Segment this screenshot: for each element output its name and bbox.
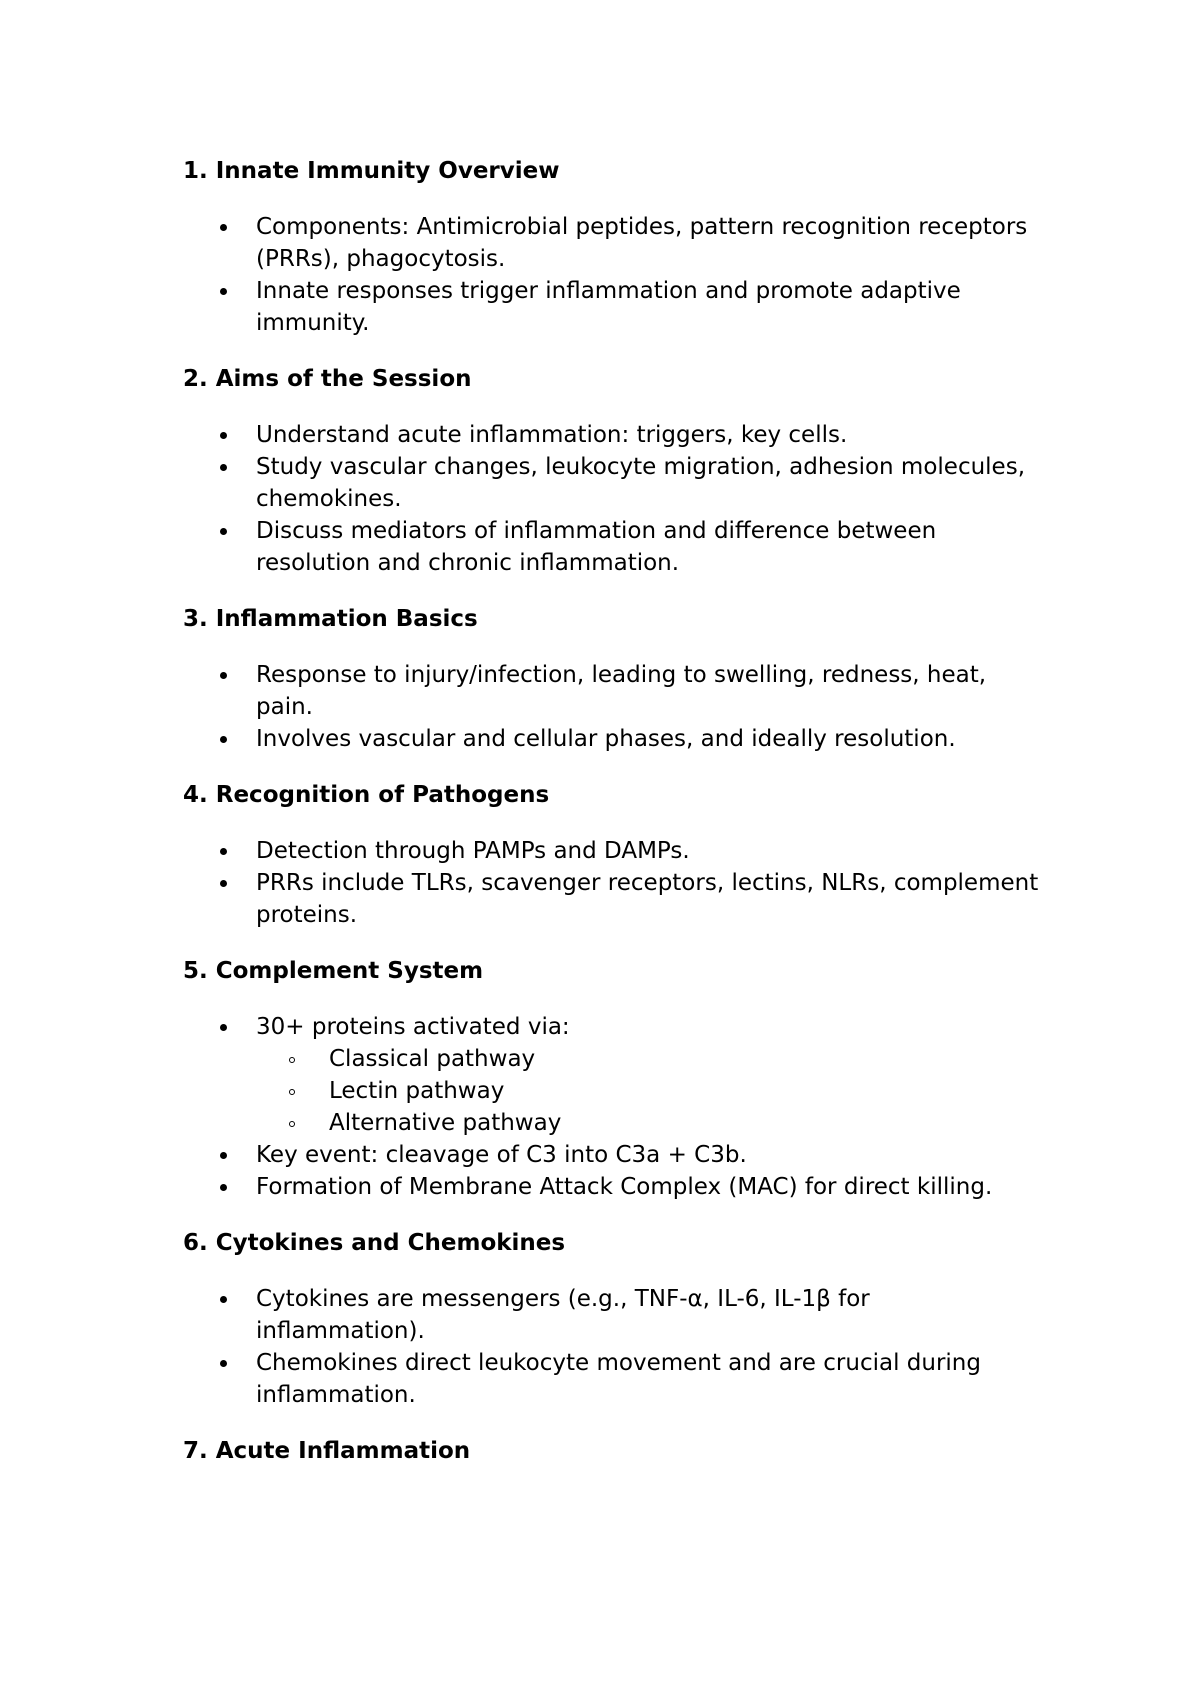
circle-bullet-icon <box>289 1089 295 1095</box>
list-item: PRRs include TLRs, scavenger receptors, lectins, NLRs, complement proteins. <box>183 867 1043 931</box>
list-item: Key event: cleavage of C3 into C3a + C3b. <box>183 1139 1043 1171</box>
section-heading-aims: 2. Aims of the Session <box>183 366 472 392</box>
bullet-icon <box>220 1024 227 1031</box>
section-heading-inflammation-basics: 3. Inflammation Basics <box>183 606 478 632</box>
list-item: Chemokines direct leukocyte movement and are crucial during inflammation. <box>183 1347 1043 1411</box>
bullet-icon <box>220 1360 227 1367</box>
circle-bullet-icon <box>289 1121 295 1127</box>
list-item: Study vascular changes, leukocyte migration, adhesion molecules, chemokines. <box>183 451 1043 515</box>
section-heading-acute-inflammation: 7. Acute Inflammation <box>183 1438 471 1464</box>
bullet-icon <box>220 880 227 887</box>
bullet-list-aims <box>183 419 1043 579</box>
bullet-list-inflammation-basics <box>183 659 1043 755</box>
bullet-list-complement <box>183 1011 1043 1203</box>
bullet-icon <box>220 224 227 231</box>
list-item: Formation of Membrane Attack Complex (MAC) for direct killing. <box>183 1171 1043 1203</box>
sub-list-item: Classical pathway <box>256 1043 1043 1075</box>
list-item: Involves vascular and cellular phases, and ideally resolution. <box>183 723 1043 755</box>
bullet-list-cytokines <box>183 1283 1043 1411</box>
document-content <box>183 155 1043 1491</box>
section-heading-complement: 5. Complement System <box>183 958 484 984</box>
list-item: Understand acute inflammation: triggers, key cells. <box>183 419 1043 451</box>
list-item: Detection through PAMPs and DAMPs. <box>183 835 1043 867</box>
list-item: Cytokines are messengers (e.g., TNF-α, IL-6, IL-1β for inflammation). <box>183 1283 1043 1347</box>
list-item: Innate responses trigger inflammation and promote adaptive immunity. <box>183 275 1043 339</box>
list-item: Response to injury/infection, leading to swelling, redness, heat, pain. <box>183 659 1043 723</box>
bullet-icon <box>220 672 227 679</box>
bullet-icon <box>220 1152 227 1159</box>
section-heading-recognition: 4. Recognition of Pathogens <box>183 782 550 808</box>
section-heading-cytokines: 6. Cytokines and Chemokines <box>183 1230 566 1256</box>
bullet-icon <box>220 288 227 295</box>
bullet-icon <box>220 848 227 855</box>
bullet-icon <box>220 1296 227 1303</box>
bullet-icon <box>220 1184 227 1191</box>
bullet-list-innate-immunity <box>183 211 1043 339</box>
bullet-icon <box>220 432 227 439</box>
circle-bullet-icon <box>289 1057 295 1063</box>
sub-list-item: Lectin pathway <box>256 1075 1043 1107</box>
bullet-icon <box>220 528 227 535</box>
bullet-list-recognition <box>183 835 1043 931</box>
list-item: Components: Antimicrobial peptides, pattern recognition receptors (PRRs), phagocytosis. <box>183 211 1043 275</box>
list-item: 30+ proteins activated via: Classical pathway Lectin pathway Alternative pathway <box>183 1011 1043 1139</box>
list-item: Discuss mediators of inflammation and difference between resolution and chronic inflammation. <box>183 515 1043 579</box>
sub-bullet-list-pathways <box>256 1043 1043 1139</box>
section-heading-innate-immunity: 1. Innate Immunity Overview <box>183 158 560 184</box>
bullet-icon <box>220 736 227 743</box>
sub-list-item: Alternative pathway <box>256 1107 1043 1139</box>
bullet-icon <box>220 464 227 471</box>
